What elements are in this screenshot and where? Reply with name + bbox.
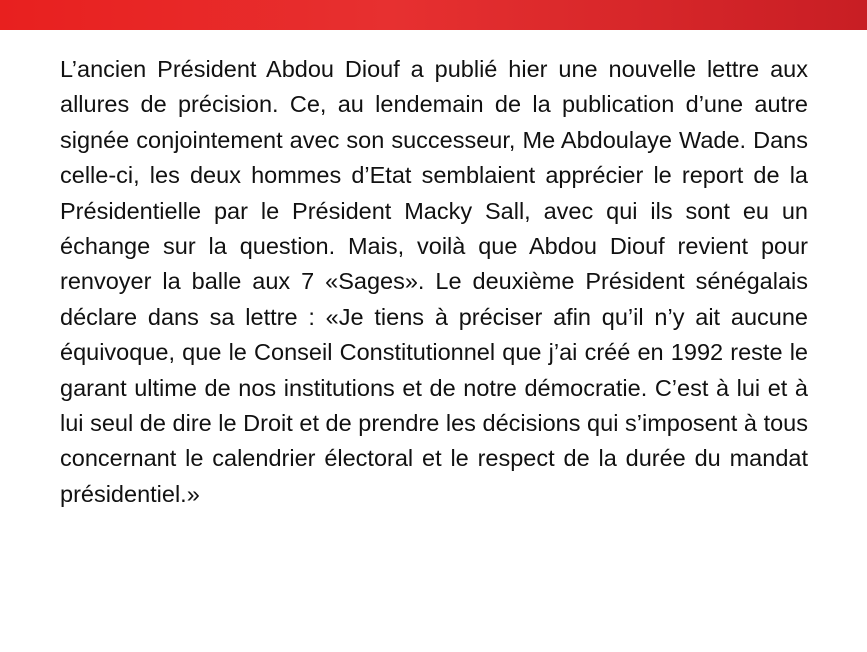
article-paragraph: L’ancien Président Abdou Diouf a publié hier une nouvelle lettre aux allures de précision. Ce, au lendemain de la publication d’une autre signée conjointement avec son successeur, Me Abdoulaye Wade. Dans celle-ci, les deux hommes d’Etat semblaient apprécier le report de la Présidentielle par le Président Macky Sall, avec qui ils sont eu un échange sur la question. Mais, voilà que Abdou Diouf revient pour renvoyer la balle aux 7 «Sages». Le deuxième Président sénégalais déclare dans sa lettre : «Je tiens à préciser afin qu’il n’y ait aucune équivoque, que le Conseil Constitutionnel que j’ai créé en 1992 reste le garant ultime de nos institutions et de notre démocratie. C’est à lui et à lui seul de dire le Droit et de prendre les décisions qui s’imposent à tous concernant le calendrier électoral et le respect de la durée du mandat présidentiel.» bbox=[60, 56, 808, 507]
header-color-band bbox=[0, 0, 867, 30]
